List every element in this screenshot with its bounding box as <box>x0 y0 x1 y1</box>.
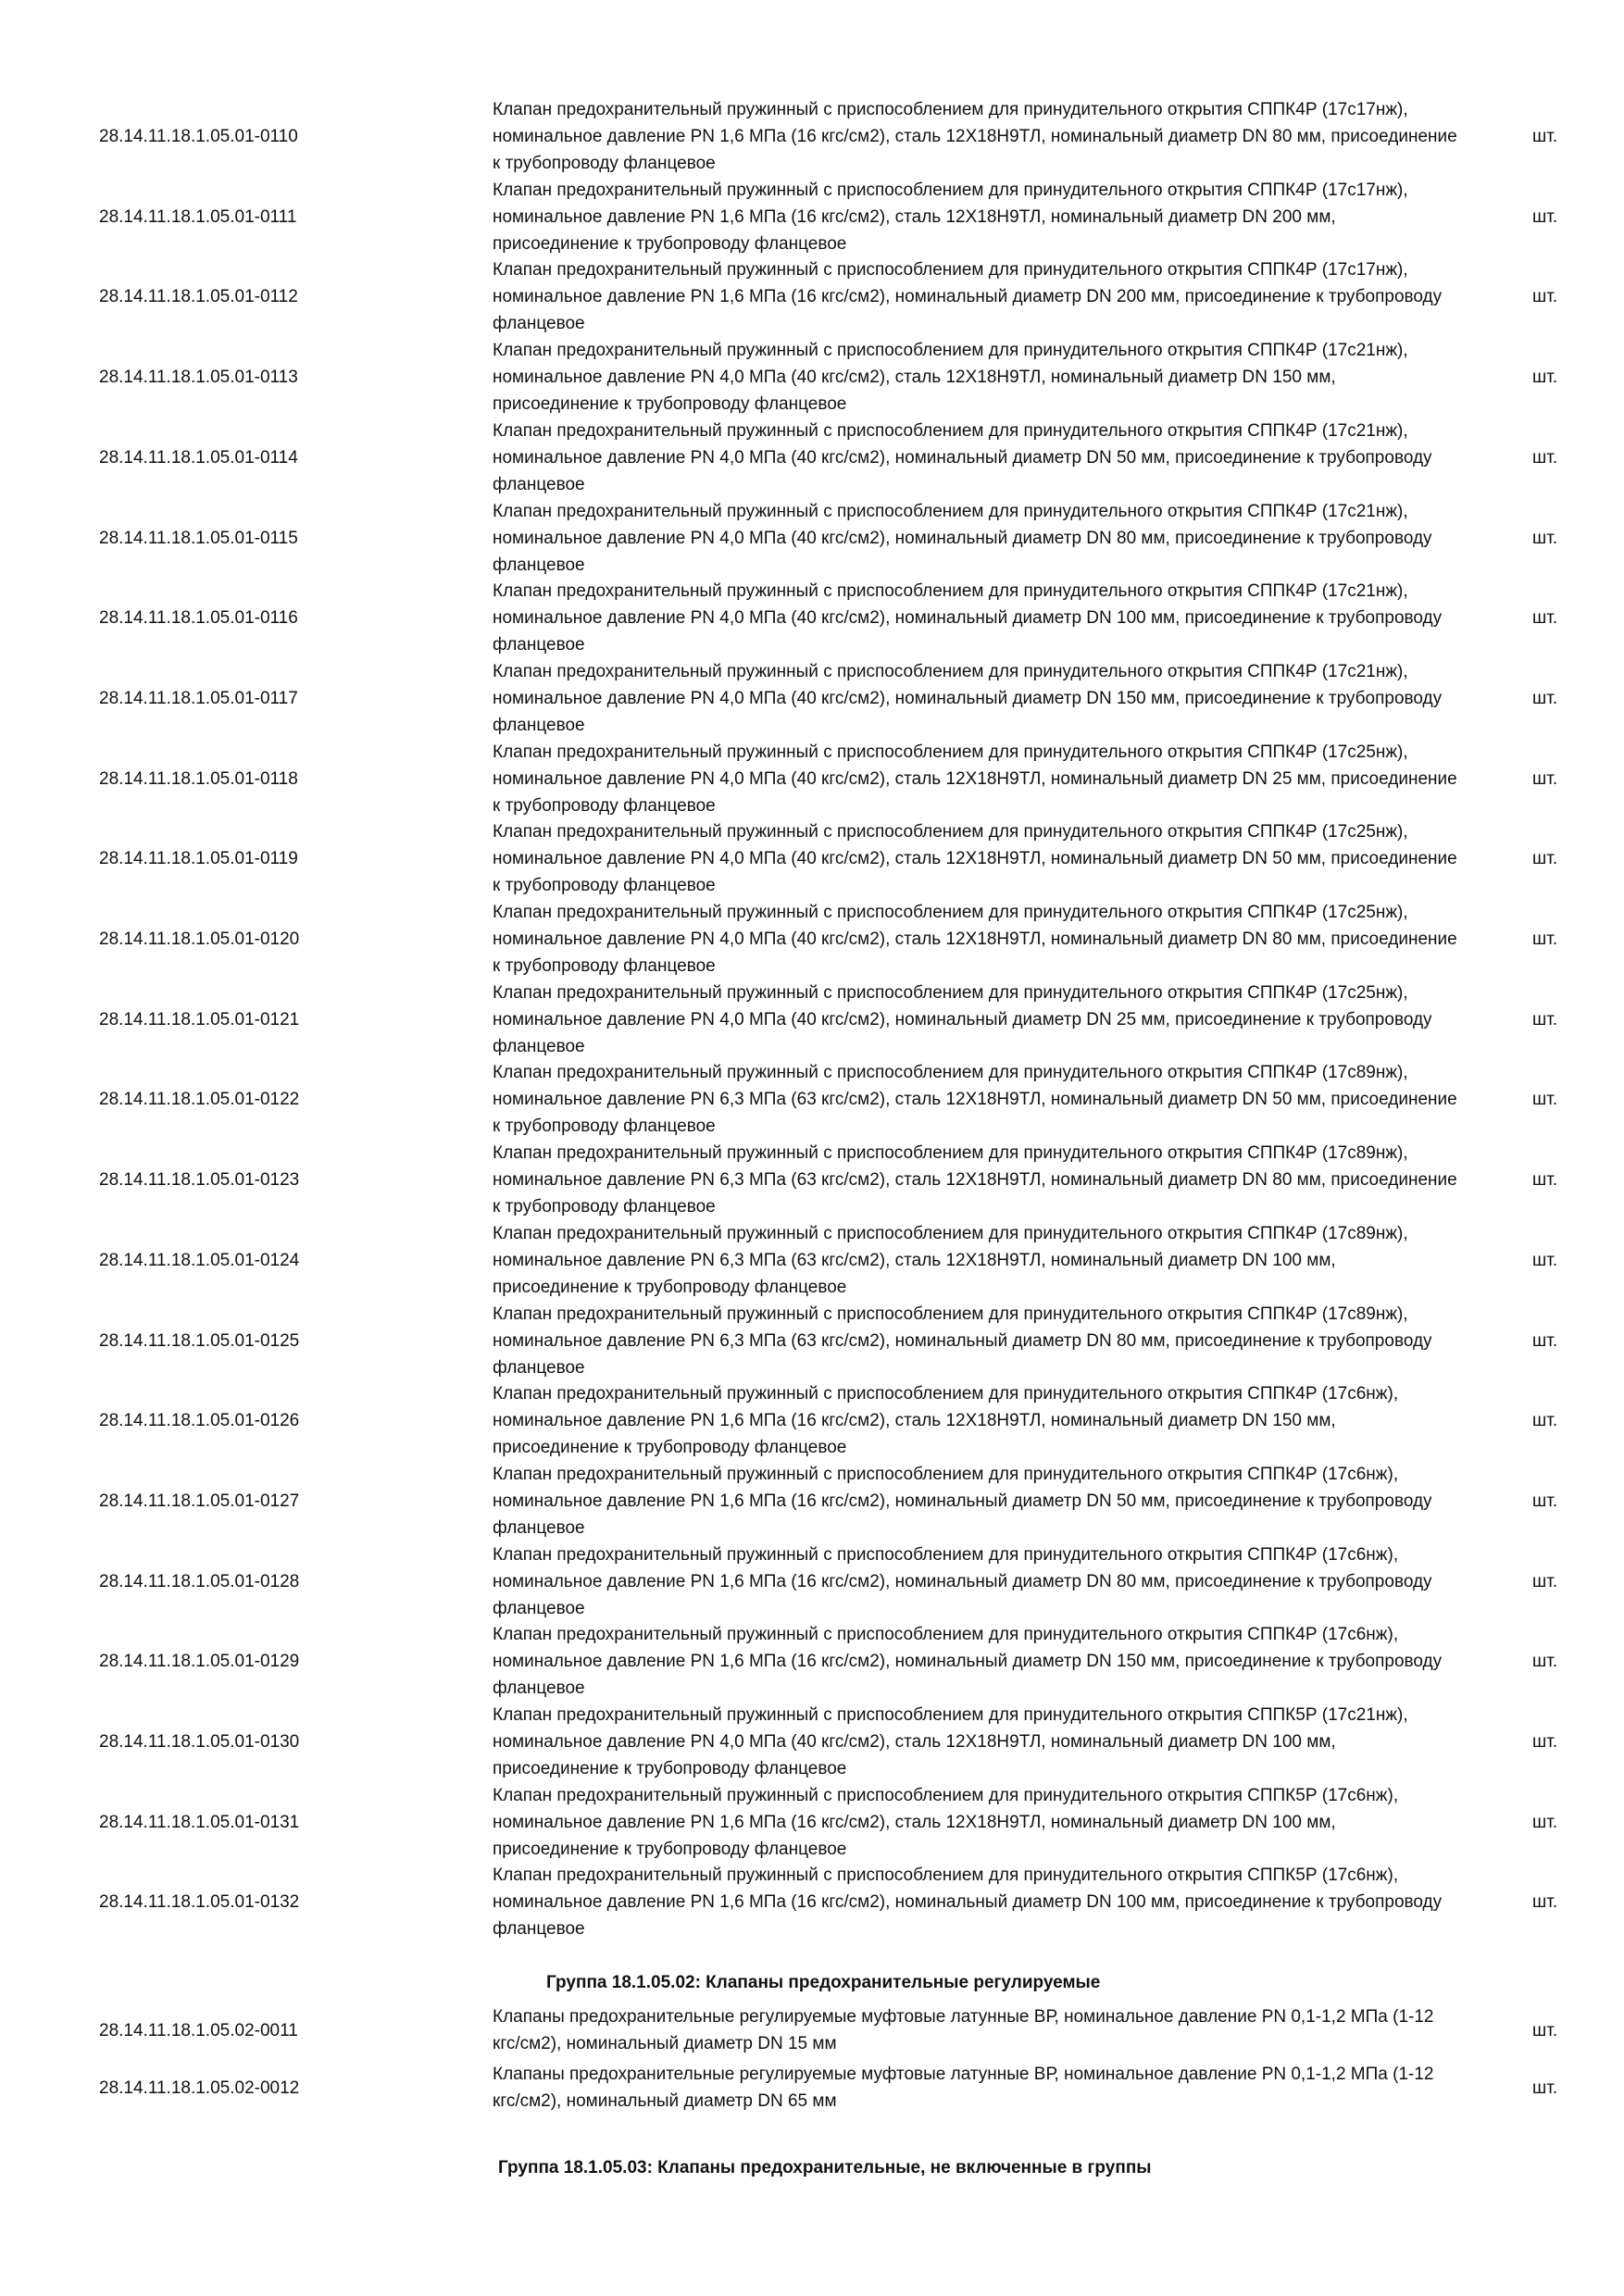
item-code: 28.14.11.18.1.05.01-0125 <box>99 1330 300 1351</box>
table-row <box>0 1702 1624 1782</box>
table-row <box>0 1541 1624 1622</box>
table-row <box>0 177 1624 257</box>
item-description: Клапан предохранительный пружинный с приспособлением для принудительного открытия СППК5Р (17с6нж), номинальное давление PN 1,6 МПа (16 кгс/см2), сталь 12Х18Н9ТЛ, номинальный диаметр DN 100 мм, присоединение к трубопроводу фланцевое <box>493 1785 1399 1859</box>
item-unit: шт. <box>1532 608 1558 629</box>
item-description: Клапаны предохранительные регулируемые муфтовые латунные ВР, номинальное давление PN 0,1-1,2 МПа (1-12 кгс/см2), номинальный диаметр DN 15 мм <box>493 2007 1434 2053</box>
item-code: 28.14.11.18.1.05.01-0119 <box>99 849 298 869</box>
table-row <box>0 818 1624 899</box>
item-description: Клапан предохранительный пружинный с приспособлением для принудительного открытия СППК4Р (17с89нж), номинальное давление PN 6,3 МПа (63 кгс/см2), номинальный диаметр DN 80 мм, присоединение к трубопроводу фланцевое <box>493 1304 1432 1378</box>
item-unit: шт. <box>1532 1732 1558 1752</box>
item-description: Клапан предохранительный пружинный с приспособлением для принудительного открытия СППК4Р (17с6нж), номинальное давление PN 1,6 МПа (16 кгс/см2), номинальный диаметр DN 80 мм, присоединение к трубопроводу фланцевое <box>493 1544 1432 1618</box>
item-description: Клапан предохранительный пружинный с приспособлением для принудительного открытия СППК4Р (17с25нж), номинальное давление PN 4,0 МПа (40 кгс/см2), номинальный диаметр DN 25 мм, присоединение к трубопроводу фланцевое <box>493 982 1432 1056</box>
group-heading-18-1-05-02: Группа 18.1.05.02: Клапаны предохранительные регулируемые <box>546 1973 1101 1992</box>
item-unit: шт. <box>1532 206 1558 227</box>
item-unit: шт. <box>1532 1250 1558 1270</box>
item-code: 28.14.11.18.1.05.01-0132 <box>99 1892 300 1913</box>
item-code: 28.14.11.18.1.05.01-0116 <box>99 608 298 629</box>
item-code: 28.14.11.18.1.05.01-0127 <box>99 1491 300 1511</box>
item-code: 28.14.11.18.1.05.01-0129 <box>99 1652 300 1672</box>
item-description: Клапан предохранительный пружинный с приспособлением для принудительного открытия СППК4Р (17с89нж), номинальное давление PN 6,3 МПа (63 кгс/см2), сталь 12Х18Н9ТЛ, номинальный диаметр DN 80 мм, присоединение к трубопроводу фланцевое <box>493 1143 1457 1217</box>
item-code: 28.14.11.18.1.05.01-0121 <box>99 1009 300 1029</box>
item-code: 28.14.11.18.1.05.01-0118 <box>99 768 298 789</box>
item-description: Клапан предохранительный пружинный с приспособлением для принудительного открытия СППК4Р (17с21нж), номинальное давление PN 4,0 МПа (40 кгс/см2), сталь 12Х18Н9ТЛ, номинальный диаметр DN 150 мм, присоединение к трубопроводу фланцевое <box>493 341 1408 415</box>
table-row <box>0 1059 1624 1140</box>
item-unit: шт. <box>1532 528 1558 548</box>
item-code: 28.14.11.18.1.05.01-0110 <box>99 127 298 146</box>
table-row <box>0 418 1624 498</box>
item-unit: шт. <box>1532 768 1558 789</box>
item-code: 28.14.11.18.1.05.01-0131 <box>99 1812 300 1832</box>
table-row <box>0 2003 1624 2058</box>
table-row <box>0 1301 1624 1381</box>
item-description: Клапан предохранительный пружинный с приспособлением для принудительного открытия СППК4Р (17с17нж), номинальное давление PN 1,6 МПа (16 кгс/см2), сталь 12Х18Н9ТЛ, номинальный диаметр DN 80 мм, присоединение к трубопроводу фланцевое <box>493 100 1457 173</box>
item-code: 28.14.11.18.1.05.01-0124 <box>99 1250 300 1270</box>
item-description: Клапан предохранительный пружинный с приспособлением для принудительного открытия СППК4Р (17с6нж), номинальное давление PN 1,6 МПа (16 кгс/см2), номинальный диаметр DN 50 мм, присоединение к трубопроводу фланцевое <box>493 1464 1432 1538</box>
item-description: Клапан предохранительный пружинный с приспособлением для принудительного открытия СППК4Р (17с21нж), номинальное давление PN 4,0 МПа (40 кгс/см2), номинальный диаметр DN 150 мм, присоединение к трубопроводу фланцевое <box>493 661 1443 735</box>
table-row <box>0 2060 1624 2115</box>
item-unit: шт. <box>1532 1009 1558 1029</box>
item-unit: шт. <box>1532 688 1558 708</box>
item-description: Клапан предохранительный пружинный с приспособлением для принудительного открытия СППК5Р (17с6нж), номинальное давление PN 1,6 МПа (16 кгс/см2), номинальный диаметр DN 100 мм, присоединение к трубопроводу фланцевое <box>493 1866 1443 1940</box>
item-code: 28.14.11.18.1.05.01-0114 <box>99 447 298 468</box>
item-code: 28.14.11.18.1.05.01-0122 <box>99 1090 300 1110</box>
table-row <box>0 578 1624 658</box>
item-unit: шт. <box>1532 1411 1558 1431</box>
table-row <box>0 1862 1624 1942</box>
table-row <box>0 1140 1624 1220</box>
table-row <box>0 498 1624 579</box>
item-unit: шт. <box>1532 849 1558 869</box>
item-unit: шт. <box>1532 1491 1558 1511</box>
item-unit: шт. <box>1532 1652 1558 1672</box>
item-description: Клапан предохранительный пружинный с приспособлением для принудительного открытия СППК4Р (17с89нж), номинальное давление PN 6,3 МПа (63 кгс/см2), сталь 12Х18Н9ТЛ, номинальный диаметр DN 50 мм, присоединение к трубопроводу фланцевое <box>493 1063 1457 1137</box>
item-description: Клапан предохранительный пружинный с приспособлением для принудительного открытия СППК4Р (17с17нж), номинальное давление PN 1,6 МПа (16 кгс/см2), сталь 12Х18Н9ТЛ, номинальный диаметр DN 200 мм, присоединение к трубопроводу фланцевое <box>493 180 1408 254</box>
item-unit: шт. <box>1532 930 1558 949</box>
item-description: Клапан предохранительный пружинный с приспособлением для принудительного открытия СППК4Р (17с89нж), номинальное давление PN 6,3 МПа (63 кгс/см2), сталь 12Х18Н9ТЛ, номинальный диаметр DN 100 мм, присоединение к трубопроводу фланцевое <box>493 1223 1408 1297</box>
table-row <box>0 980 1624 1060</box>
table-row <box>0 1621 1624 1702</box>
item-code: 28.14.11.18.1.05.01-0126 <box>99 1411 300 1431</box>
item-unit: шт. <box>1532 447 1558 468</box>
table-row <box>0 1220 1624 1301</box>
table-row <box>0 96 1624 177</box>
item-code: 28.14.11.18.1.05.02-0011 <box>99 2020 298 2040</box>
item-code: 28.14.11.18.1.05.01-0111 <box>99 206 297 227</box>
table-row <box>0 256 1624 337</box>
item-code: 28.14.11.18.1.05.01-0130 <box>99 1732 300 1752</box>
table-row <box>0 739 1624 819</box>
item-unit: шт. <box>1532 1892 1558 1913</box>
item-unit: шт. <box>1532 127 1558 146</box>
item-description: Клапан предохранительный пружинный с приспособлением для принудительного открытия СППК4Р (17с25нж), номинальное давление PN 4,0 МПа (40 кгс/см2), сталь 12Х18Н9ТЛ, номинальный диаметр DN 80 мм, присоединение к трубопроводу фланцевое <box>493 903 1457 976</box>
item-unit: шт. <box>1532 1812 1558 1832</box>
item-code: 28.14.11.18.1.05.01-0123 <box>99 1170 300 1191</box>
item-code: 28.14.11.18.1.05.01-0115 <box>99 528 298 548</box>
item-description: Клапан предохранительный пружинный с приспособлением для принудительного открытия СППК4Р (17с21нж), номинальное давление PN 4,0 МПа (40 кгс/см2), номинальный диаметр DN 50 мм, присоединение к трубопроводу фланцевое <box>493 420 1432 494</box>
item-unit: шт. <box>1532 287 1558 307</box>
table-row <box>0 1461 1624 1541</box>
item-unit: шт. <box>1532 1170 1558 1191</box>
table-row <box>0 1782 1624 1863</box>
item-description: Клапан предохранительный пружинный с приспособлением для принудительного открытия СППК4Р (17с21нж), номинальное давление PN 4,0 МПа (40 кгс/см2), номинальный диаметр DN 80 мм, присоединение к трубопроводу фланцевое <box>493 501 1432 575</box>
item-description: Клапан предохранительный пружинный с приспособлением для принудительного открытия СППК4Р (17с17нж), номинальное давление PN 1,6 МПа (16 кгс/см2), номинальный диаметр DN 200 мм, присоединение к трубопроводу фланцевое <box>493 260 1443 334</box>
item-unit: шт. <box>1532 2078 1558 2098</box>
item-description: Клапан предохранительный пружинный с приспособлением для принудительного открытия СППК4Р (17с6нж), номинальное давление PN 1,6 МПа (16 кгс/см2), номинальный диаметр DN 150 мм, присоединение к трубопроводу фланцевое <box>493 1625 1443 1699</box>
item-description: Клапан предохранительный пружинный с приспособлением для принудительного открытия СППК4Р (17с25нж), номинальное давление PN 4,0 МПа (40 кгс/см2), сталь 12Х18Н9ТЛ, номинальный диаметр DN 50 мм, присоединение к трубопроводу фланцевое <box>493 822 1457 896</box>
item-unit: шт. <box>1532 1090 1558 1110</box>
table-row <box>0 899 1624 980</box>
item-code: 28.14.11.18.1.05.01-0117 <box>99 688 298 708</box>
item-code: 28.14.11.18.1.05.01-0113 <box>99 368 298 388</box>
item-unit: шт. <box>1532 2020 1558 2040</box>
item-code: 28.14.11.18.1.05.01-0128 <box>99 1571 300 1591</box>
group-heading-18-1-05-03: Группа 18.1.05.03: Клапаны предохранительные, не включенные в группы <box>498 2158 1152 2177</box>
item-unit: шт. <box>1532 1571 1558 1591</box>
item-code: 28.14.11.18.1.05.02-0012 <box>99 2078 300 2098</box>
item-description: Клапан предохранительный пружинный с приспособлением для принудительного открытия СППК4Р (17с21нж), номинальное давление PN 4,0 МПа (40 кгс/см2), номинальный диаметр DN 100 мм, присоединение к трубопроводу фланцевое <box>493 581 1443 655</box>
table-row <box>0 337 1624 418</box>
item-description: Клапаны предохранительные регулируемые муфтовые латунные ВР, номинальное давление PN 0,1-1,2 МПа (1-12 кгс/см2), номинальный диаметр DN 65 мм <box>493 2065 1434 2111</box>
item-description: Клапан предохранительный пружинный с приспособлением для принудительного открытия СППК4Р (17с6нж), номинальное давление PN 1,6 МПа (16 кгс/см2), сталь 12Х18Н9ТЛ, номинальный диаметр DN 150 мм, присоединение к трубопроводу фланцевое <box>493 1384 1399 1458</box>
item-description: Клапан предохранительный пружинный с приспособлением для принудительного открытия СППК4Р (17с25нж), номинальное давление PN 4,0 МПа (40 кгс/см2), сталь 12Х18Н9ТЛ, номинальный диаметр DN 25 мм, присоединение к трубопроводу фланцевое <box>493 742 1457 816</box>
item-description: Клапан предохранительный пружинный с приспособлением для принудительного открытия СППК5Р (17с21нж), номинальное давление PN 4,0 МПа (40 кгс/см2), сталь 12Х18Н9ТЛ, номинальный диаметр DN 100 мм, присоединение к трубопроводу фланцевое <box>493 1705 1408 1778</box>
item-code: 28.14.11.18.1.05.01-0120 <box>99 930 300 949</box>
item-unit: шт. <box>1532 1330 1558 1351</box>
table-row <box>0 1380 1624 1461</box>
table-row <box>0 658 1624 739</box>
item-unit: шт. <box>1532 368 1558 388</box>
item-code: 28.14.11.18.1.05.01-0112 <box>99 287 298 307</box>
